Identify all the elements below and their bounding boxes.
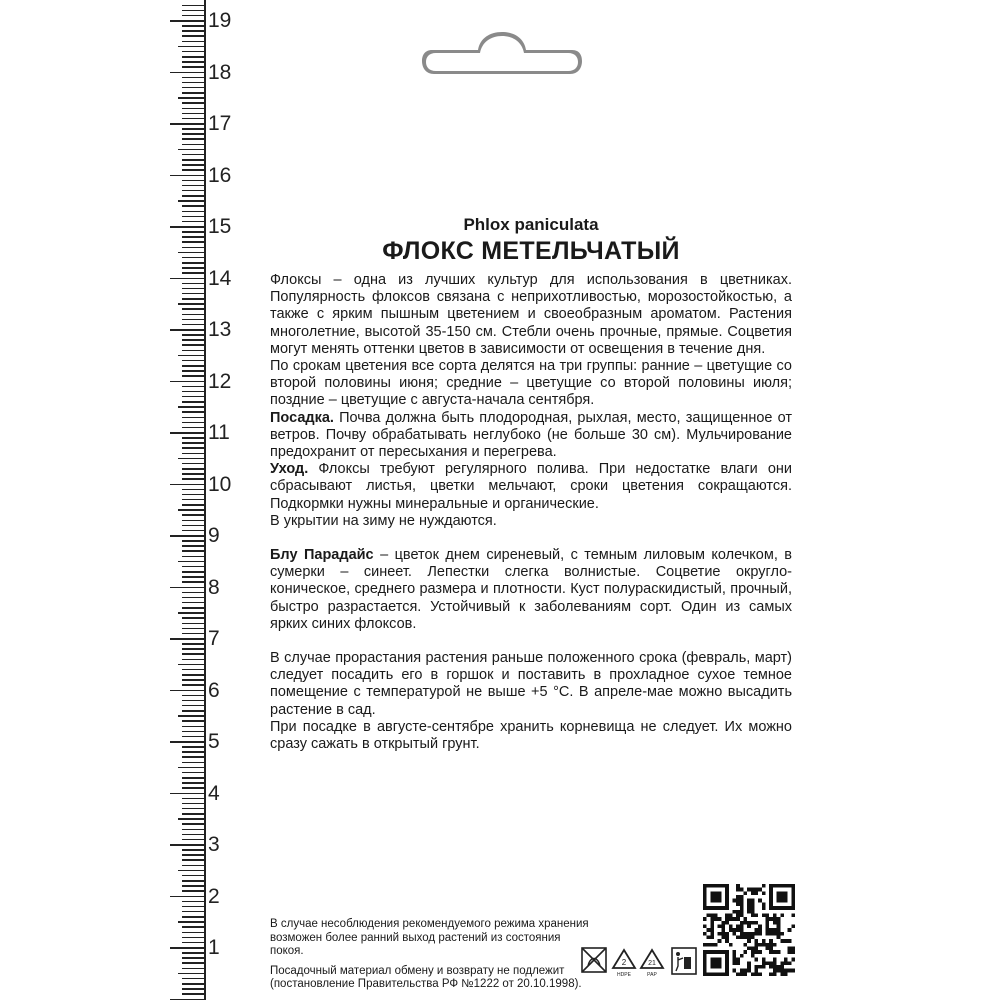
ruler-minor-tick bbox=[182, 648, 204, 650]
ruler-minor-tick bbox=[182, 35, 204, 37]
description-block bbox=[270, 214, 792, 753]
ruler-minor-tick bbox=[182, 777, 204, 779]
ruler-minor-tick bbox=[182, 283, 204, 285]
ruler-minor-tick bbox=[182, 154, 204, 156]
ruler-number: 10 bbox=[208, 472, 232, 496]
ruler-minor-tick bbox=[182, 236, 204, 238]
ruler-minor-tick bbox=[182, 453, 204, 455]
ruler-minor-tick bbox=[182, 679, 204, 681]
ruler-minor-tick bbox=[178, 664, 204, 666]
ruler-minor-tick bbox=[182, 82, 204, 84]
ruler-minor-tick bbox=[182, 880, 204, 882]
ruler-minor-tick bbox=[182, 298, 204, 300]
return-note: Посадочный материал обмену и возврату не подлежит (постановление Правительства РФ №1222 от 20.10.1998). bbox=[270, 964, 582, 990]
ruler-minor-tick bbox=[182, 607, 204, 609]
ruler-major-tick bbox=[170, 484, 204, 486]
ruler-minor-tick bbox=[182, 504, 204, 506]
ruler-minor-tick bbox=[182, 396, 204, 398]
ruler-number: 19 bbox=[208, 9, 232, 32]
ruler-major-tick bbox=[170, 72, 204, 74]
ruler-number: 14 bbox=[208, 266, 232, 290]
variety-name: Блу Парадайс bbox=[270, 547, 374, 564]
ruler-minor-tick bbox=[182, 823, 204, 825]
ruler-minor-tick bbox=[182, 288, 204, 290]
ruler-minor-tick bbox=[182, 798, 204, 800]
ruler-minor-tick bbox=[182, 211, 204, 213]
ruler-minor-tick bbox=[182, 159, 204, 161]
ruler-minor-tick bbox=[182, 617, 204, 619]
ruler-number: 13 bbox=[208, 318, 232, 341]
ruler-minor-tick bbox=[182, 463, 204, 465]
ruler-minor-tick bbox=[182, 751, 204, 753]
common-name-title: ФЛОКС МЕТЕЛЬЧАТЫЙ bbox=[382, 237, 680, 265]
tidyman-icon bbox=[672, 948, 696, 974]
ruler-minor-tick bbox=[182, 437, 204, 439]
ruler-minor-tick bbox=[182, 736, 204, 738]
ruler-major-tick bbox=[170, 947, 204, 949]
autumn-planting-paragraph: При посадке в августе-сентябре хранить корневища не следует. Их можно сразу сажать в открытый грунт. bbox=[270, 718, 792, 753]
ruler-minor-tick bbox=[182, 427, 204, 429]
ruler-minor-tick bbox=[182, 829, 204, 831]
ruler-major-tick bbox=[170, 226, 204, 228]
ruler-minor-tick bbox=[178, 870, 204, 872]
ruler-minor-tick bbox=[182, 514, 204, 516]
ruler-minor-tick bbox=[182, 932, 204, 934]
ruler-minor-tick bbox=[182, 669, 204, 671]
ruler-minor-tick bbox=[182, 911, 204, 913]
ruler-minor-tick bbox=[182, 782, 204, 784]
ruler-minor-tick bbox=[182, 556, 204, 558]
ruler-minor-tick bbox=[182, 566, 204, 568]
ruler-major-tick bbox=[170, 432, 204, 434]
ruler-minor-tick bbox=[182, 324, 204, 326]
ruler-minor-tick bbox=[182, 267, 204, 269]
ruler-minor-tick bbox=[182, 77, 204, 79]
ruler-minor-tick bbox=[182, 473, 204, 475]
ruler-minor-tick bbox=[182, 61, 204, 63]
ruler-minor-tick bbox=[182, 262, 204, 264]
planting-paragraph bbox=[270, 410, 792, 462]
ruler-minor-tick bbox=[182, 25, 204, 27]
ruler-minor-tick bbox=[182, 875, 204, 877]
ruler-minor-tick bbox=[182, 30, 204, 32]
ruler-major-tick bbox=[170, 793, 204, 795]
ruler-minor-tick bbox=[182, 545, 204, 547]
variety-paragraph bbox=[270, 547, 792, 633]
ruler-minor-tick bbox=[178, 921, 204, 923]
ruler-number: 17 bbox=[208, 112, 232, 135]
ruler-minor-tick bbox=[182, 108, 204, 110]
ruler-minor-tick bbox=[178, 200, 204, 202]
ruler-minor-tick bbox=[182, 370, 204, 372]
ruler-minor-tick bbox=[182, 422, 204, 424]
latin-name: Phlox paniculata bbox=[463, 215, 599, 234]
ruler-number: 11 bbox=[208, 421, 230, 444]
ruler-major-tick bbox=[170, 535, 204, 537]
ruler-major-tick bbox=[170, 587, 204, 589]
ruler-minor-tick bbox=[182, 571, 204, 573]
ruler-minor-tick bbox=[182, 628, 204, 630]
ruler-minor-tick bbox=[182, 710, 204, 712]
footer-notes bbox=[270, 918, 590, 998]
measuring-ruler bbox=[168, 0, 238, 1000]
care-label: Уход. bbox=[270, 461, 309, 478]
ruler-minor-tick bbox=[182, 272, 204, 274]
ruler-minor-tick bbox=[182, 530, 204, 532]
ruler-minor-tick bbox=[182, 247, 204, 249]
ruler-minor-tick bbox=[182, 375, 204, 377]
ruler-minor-tick bbox=[182, 360, 204, 362]
ruler-minor-tick bbox=[182, 164, 204, 166]
ruler-minor-tick bbox=[182, 988, 204, 990]
ruler-minor-tick bbox=[182, 468, 204, 470]
ruler-minor-tick bbox=[178, 149, 204, 151]
ruler-minor-tick bbox=[182, 720, 204, 722]
ruler-minor-tick bbox=[182, 762, 204, 764]
ruler-minor-tick bbox=[182, 339, 204, 341]
ruler-line bbox=[204, 0, 206, 1000]
ruler-minor-tick bbox=[182, 633, 204, 635]
groups-paragraph: По срокам цветения все сорта делятся на три группы: ранние – цветущие со второй половины июня; средние – цветущие со второй половины июля; поздние – цветущие с августа-начала сентября. bbox=[270, 358, 792, 409]
ruler-major-tick bbox=[170, 329, 204, 331]
ruler-number: 15 bbox=[208, 215, 232, 238]
ruler-number: 6 bbox=[208, 678, 220, 702]
ruler-major-tick bbox=[170, 896, 204, 898]
ruler-minor-tick bbox=[182, 623, 204, 625]
ruler-minor-tick bbox=[182, 813, 204, 815]
ruler-minor-tick bbox=[178, 767, 204, 769]
ruler-minor-tick bbox=[178, 355, 204, 357]
ruler-minor-tick bbox=[182, 520, 204, 522]
ruler-minor-tick bbox=[182, 849, 204, 851]
ruler-minor-tick bbox=[182, 916, 204, 918]
planting-label: Посадка. bbox=[270, 409, 334, 426]
ruler-number: 18 bbox=[208, 60, 232, 84]
ruler-minor-tick bbox=[182, 787, 204, 789]
ruler-minor-tick bbox=[182, 597, 204, 599]
ruler-minor-tick bbox=[182, 653, 204, 655]
ruler-minor-tick bbox=[182, 319, 204, 321]
ruler-minor-tick bbox=[178, 561, 204, 563]
pap-code: 21 bbox=[648, 960, 656, 967]
ruler-minor-tick bbox=[182, 417, 204, 419]
qr-code bbox=[703, 884, 795, 976]
ruler-minor-tick bbox=[182, 308, 204, 310]
ruler-minor-tick bbox=[178, 97, 204, 99]
ruler-minor-tick bbox=[182, 489, 204, 491]
ruler-minor-tick bbox=[182, 257, 204, 259]
ruler-minor-tick bbox=[182, 5, 204, 7]
ruler-minor-tick bbox=[182, 41, 204, 43]
ruler-minor-tick bbox=[182, 550, 204, 552]
ruler-minor-tick bbox=[182, 205, 204, 207]
ruler-minor-tick bbox=[182, 890, 204, 892]
ruler-minor-tick bbox=[182, 133, 204, 135]
recycle-pap-icon bbox=[641, 950, 663, 978]
ruler-minor-tick bbox=[182, 576, 204, 578]
hdpe-label: HDPE bbox=[617, 972, 631, 978]
recycle-hdpe-icon bbox=[613, 950, 635, 978]
ruler-minor-tick bbox=[182, 118, 204, 120]
ruler-minor-tick bbox=[182, 138, 204, 140]
ruler-minor-tick bbox=[182, 102, 204, 104]
ruler-minor-tick bbox=[182, 221, 204, 223]
ruler-minor-tick bbox=[182, 494, 204, 496]
ruler-minor-tick bbox=[182, 92, 204, 94]
ruler-minor-tick bbox=[178, 818, 204, 820]
ruler-minor-tick bbox=[182, 525, 204, 527]
ruler-minor-tick bbox=[182, 314, 204, 316]
ruler-number: 4 bbox=[208, 781, 220, 805]
ruler-minor-tick bbox=[182, 942, 204, 944]
ruler-minor-tick bbox=[182, 983, 204, 985]
ruler-minor-tick bbox=[182, 952, 204, 954]
ruler-minor-tick bbox=[182, 865, 204, 867]
ruler-major-tick bbox=[170, 844, 204, 846]
ruler-minor-tick bbox=[178, 406, 204, 408]
hanger-tab-icon bbox=[420, 28, 584, 76]
ruler-major-tick bbox=[170, 20, 204, 22]
pap-label: PAP bbox=[647, 972, 657, 978]
ruler-minor-tick bbox=[182, 401, 204, 403]
ruler-number: 12 bbox=[208, 369, 232, 393]
ruler-minor-tick bbox=[182, 854, 204, 856]
winter-paragraph: В укрытии на зиму не нуждаются. bbox=[270, 512, 497, 529]
ruler-minor-tick bbox=[182, 746, 204, 748]
ruler-minor-tick bbox=[182, 726, 204, 728]
ruler-minor-tick bbox=[178, 973, 204, 975]
ruler-number: 1 bbox=[208, 936, 220, 959]
early-growth-paragraph: В случае прорастания растения раньше положенного срока (февраль, март) следует посадить его в горшок и поставить в прохладное сухое темное помещение с температурой не выше +5 °С. В апреле-мае можно высадить растение в сад. bbox=[270, 650, 792, 718]
ruler-minor-tick bbox=[182, 293, 204, 295]
hdpe-code: 2 bbox=[621, 958, 627, 967]
packaging-symbols bbox=[580, 944, 698, 978]
ruler-minor-tick bbox=[182, 411, 204, 413]
ruler-minor-tick bbox=[182, 659, 204, 661]
ruler-major-tick bbox=[170, 638, 204, 640]
ruler-minor-tick bbox=[182, 185, 204, 187]
ruler-minor-tick bbox=[178, 303, 204, 305]
ruler-minor-tick bbox=[182, 144, 204, 146]
ruler-minor-tick bbox=[182, 190, 204, 192]
ruler-major-tick bbox=[170, 381, 204, 383]
ruler-minor-tick bbox=[182, 602, 204, 604]
ruler-minor-tick bbox=[182, 695, 204, 697]
ruler-minor-tick bbox=[182, 87, 204, 89]
ruler-number: 16 bbox=[208, 163, 232, 187]
ruler-minor-tick bbox=[178, 458, 204, 460]
ruler-major-tick bbox=[170, 123, 204, 125]
ruler-minor-tick bbox=[182, 581, 204, 583]
ruler-minor-tick bbox=[182, 195, 204, 197]
ruler-minor-tick bbox=[182, 906, 204, 908]
ruler-minor-tick bbox=[182, 216, 204, 218]
ruler-minor-tick bbox=[182, 15, 204, 17]
ruler-minor-tick bbox=[182, 957, 204, 959]
ruler-minor-tick bbox=[182, 962, 204, 964]
ruler-minor-tick bbox=[182, 885, 204, 887]
variety-text: – цветок днем сиреневый, с темным лиловым колечком, в сумерки – синеет. Лепестки слегка волнистые. Соцветие округло-коническое, среднего размера и плотности. Куст полураскидистый, прочный, быстро разрастается. Устойчивый к заболеваниям сорт. Один из самых ярких синих флоксов. bbox=[270, 547, 792, 632]
ruler-minor-tick bbox=[178, 612, 204, 614]
ruler-number: 3 bbox=[208, 833, 220, 856]
care-text: Флоксы требуют регулярного полива. При недостатке влаги они сбрасывают листья, цветки мельчают, сроки цветения сокращаются. Подкормки нужны минеральные и органические. bbox=[270, 461, 792, 512]
ruler-minor-tick bbox=[182, 808, 204, 810]
ruler-minor-tick bbox=[182, 803, 204, 805]
ruler-minor-tick bbox=[182, 731, 204, 733]
ruler-minor-tick bbox=[178, 252, 204, 254]
ruler-minor-tick bbox=[182, 386, 204, 388]
ruler-major-tick bbox=[170, 278, 204, 280]
ruler-minor-tick bbox=[182, 334, 204, 336]
ruler-minor-tick bbox=[182, 499, 204, 501]
ruler-number: 5 bbox=[208, 730, 220, 753]
ruler-minor-tick bbox=[182, 684, 204, 686]
ruler-minor-tick bbox=[178, 46, 204, 48]
ruler-minor-tick bbox=[182, 350, 204, 352]
ruler-minor-tick bbox=[182, 478, 204, 480]
ruler-minor-tick bbox=[182, 442, 204, 444]
ruler-minor-tick bbox=[182, 901, 204, 903]
planting-text: Почва должна быть плодородная, рыхлая, место, защищенное от ветров. Почву обрабатывать неглубоко (не больше 30 см). Мульчирование предохранит от пересыхания и перегрева. bbox=[270, 409, 792, 461]
ruler-minor-tick bbox=[182, 978, 204, 980]
ruler-minor-tick bbox=[178, 715, 204, 717]
ruler-minor-tick bbox=[182, 834, 204, 836]
ruler-minor-tick bbox=[182, 700, 204, 702]
ruler-minor-tick bbox=[182, 968, 204, 970]
ruler-minor-tick bbox=[182, 772, 204, 774]
ruler-minor-tick bbox=[182, 51, 204, 53]
ruler-minor-tick bbox=[182, 344, 204, 346]
ruler-number: 7 bbox=[208, 627, 220, 650]
ruler-minor-tick bbox=[182, 540, 204, 542]
ruler-minor-tick bbox=[182, 859, 204, 861]
ruler-minor-tick bbox=[182, 674, 204, 676]
ruler-minor-tick bbox=[182, 128, 204, 130]
ruler-major-tick bbox=[170, 175, 204, 177]
ruler-number: 9 bbox=[208, 524, 220, 547]
ruler-minor-tick bbox=[182, 56, 204, 58]
ruler-minor-tick bbox=[178, 509, 204, 511]
ruler-minor-tick bbox=[182, 10, 204, 12]
ruler-major-tick bbox=[170, 741, 204, 743]
ruler-minor-tick bbox=[182, 592, 204, 594]
ruler-major-tick bbox=[170, 690, 204, 692]
ruler-minor-tick bbox=[182, 66, 204, 68]
ruler-minor-tick bbox=[182, 705, 204, 707]
ruler-minor-tick bbox=[182, 241, 204, 243]
ruler-minor-tick bbox=[182, 926, 204, 928]
ruler-minor-tick bbox=[182, 643, 204, 645]
no-food-contact-icon bbox=[582, 948, 606, 972]
ruler-minor-tick bbox=[182, 839, 204, 841]
ruler-number: 2 bbox=[208, 884, 220, 908]
ruler-minor-tick bbox=[182, 756, 204, 758]
ruler-minor-tick bbox=[182, 447, 204, 449]
ruler-minor-tick bbox=[182, 231, 204, 233]
storage-note: В случае несоблюдения рекомендуемого режима хранения возможен более ранний выход растений из состояния покоя. bbox=[270, 918, 589, 957]
ruler-minor-tick bbox=[182, 937, 204, 939]
ruler-minor-tick bbox=[182, 993, 204, 995]
ruler-minor-tick bbox=[182, 180, 204, 182]
ruler-minor-tick bbox=[182, 365, 204, 367]
care-paragraph bbox=[270, 461, 792, 513]
ruler-minor-tick bbox=[182, 391, 204, 393]
ruler-number: 8 bbox=[208, 575, 220, 599]
ruler-minor-tick bbox=[182, 169, 204, 171]
ruler-minor-tick bbox=[182, 113, 204, 115]
intro-paragraph: Флоксы – одна из лучших культур для использования в цветниках. Популярность флоксов связана с неприхотливостью, морозостойкостью, а также с ярким пышным цветением и своеобразным ароматом. Растения многолетние, высотой 35-150 см. Стебли очень прочные, прямые. Соцветия могут менять оттенки цветов в зависимости от освещения в течение дня. bbox=[270, 272, 792, 357]
